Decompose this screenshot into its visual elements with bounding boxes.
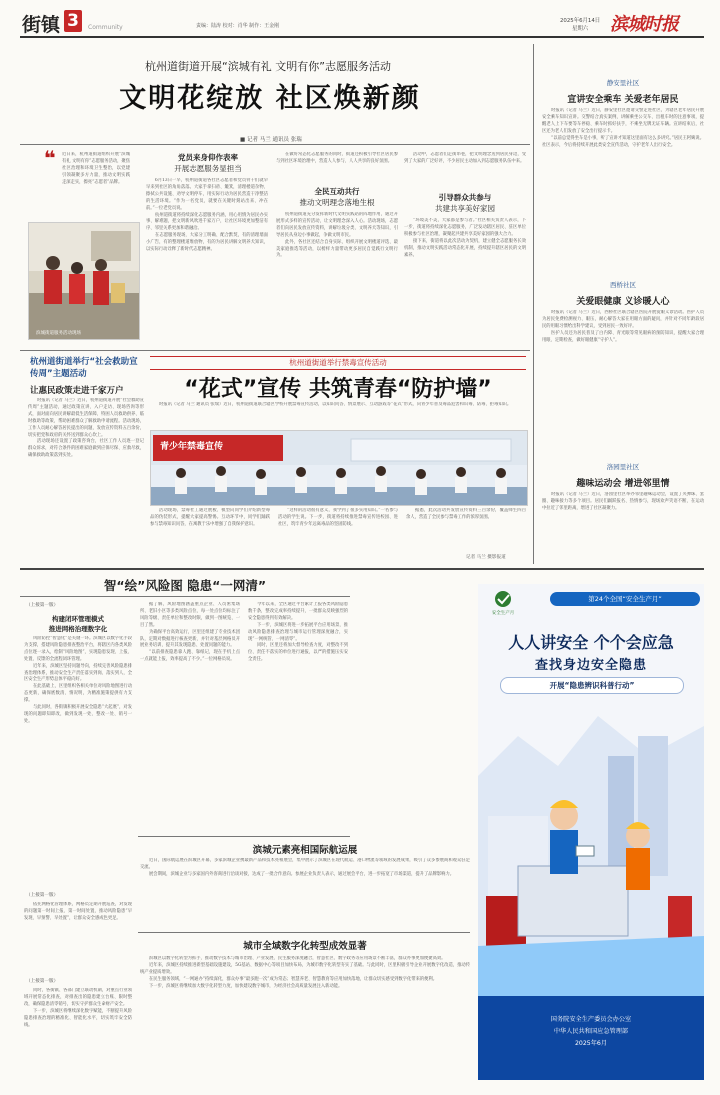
poster-org-1: 国务院安全生产委员会办公室 bbox=[550, 1016, 632, 1023]
newspaper-logo: 滨城时报 bbox=[610, 14, 678, 35]
policy-subhead-2: 推进网格治理数字化 bbox=[48, 625, 108, 633]
lead-intro: 近日来，杭州道街道组织开展“滨城有礼 文明有你”志愿服务活动，聚焦社区治理和环境卫生整治，以党建引领凝聚多方力量，推动文明实践走深走实，擦亮“志愿者”品牌。 bbox=[62, 152, 130, 185]
digital-title: 城市全域数字化转型成效显著 bbox=[243, 941, 367, 952]
policy-title-rule bbox=[20, 596, 350, 597]
feature-photo-banner-text: 青少年禁毒宣传 bbox=[160, 442, 224, 452]
lead-section-3-title: 引导群众共参与 bbox=[438, 193, 492, 202]
safety-poster bbox=[478, 584, 704, 1080]
policy-body-1: 风险防控“智慧化”是关键一环。滨城区以数字化手段为支撑，搭建风险隐患排查整治平台，将辖区内各类风险点位逐一录入，绘制“风险地图”，实现隐患发现、上报、处置、反馈的全流程闭环管理。 近年来，滨城区坚持问题导向，持续完善风险隐患排查治理体系，推动安全生产责任落实到岗、落实到人，全区安全生产形势总体平稳向好。 在此基础上，区里组织各相关单位对风险地图进行动态更新，确保底数清、情况明，为精准施策提供有力支撑。 与此同时，各街镇积极开展安全隐患“大起底”，对发现的问题即知即改，做到发现一处、整改一处、销号一处。 bbox=[24, 636, 132, 724]
feature-headline: “花式”宣传 共筑青春“防护墙” bbox=[184, 377, 492, 402]
digital-rule bbox=[138, 932, 470, 933]
feature-lead-text: 时报讯（记者 马兰 通讯员 张瑞）近日，杭州道街道联合辖区学校开展禁毒宣传活动，以知识问答、情景展示、互动游戏等“花式”形式，向青少年普及毒品危害和识毒、防毒、拒毒知识。 bbox=[159, 402, 512, 407]
right-s2-title: 关爱眼健康 义诊暖人心 bbox=[576, 297, 670, 307]
right-s2-place: 西桥社区 bbox=[610, 281, 636, 289]
feature-body-mid: “这样的活动很有意义，我学到了很多实用知识。”一名参与活动的学生说。下一步，街道将持续推进禁毒宣传进校园、进社区，筑牢青少年远离毒品的坚固防线。 bbox=[278, 508, 398, 527]
policy-continued-3: （上接第一版） bbox=[26, 979, 59, 984]
policy-subhead-1: 构建闭环管理模式 bbox=[52, 615, 104, 623]
right-s1-title: 宣讲安全乘车 关爱老年居民 bbox=[567, 95, 679, 105]
policy-col-2-text: 据了解，风险地图涵盖重点企业、人员密集场所、老旧小区等多类风险点位，每一处点位均标注了风险等级、责任单位和整改时限，做到一图统览、一目了然。 为确保平台高效运行，区里还组建了专业技术团队，定期对数据进行核查更新，并针对基层网格员开展业务培训，提升其发现隐患、处置问题的能力。 “以前排查隐患靠人跑、靠纸记，现在手机上点一点就能上报，效率提高了不少。”一位网格员说。 bbox=[140, 602, 240, 663]
lead-section-3-subtitle: 共建共享美好家园 bbox=[435, 204, 495, 213]
upper-lower-divider bbox=[20, 568, 704, 570]
left-story-title: 杭州道街道举行“社会救助宣传周”主题活动 bbox=[30, 357, 138, 379]
community-label: Community bbox=[88, 24, 123, 31]
lead-col-3-text: 在做好常态化志愿服务的同时，街道还积极引导社区居民参与到社区环境治理中，营造人人参与、人人共享的良好氛围。 bbox=[276, 152, 398, 164]
right-s3-title: 趣味运动会 增进邻里情 bbox=[576, 479, 670, 489]
lead-byline: ■ 记者 马兰 通讯员 张瑞 bbox=[240, 137, 302, 143]
lead-section-2-body: 杭州道街道充分发挥新时代文明实践站的阵地作用，通过开展形式多样的宣传活动，让文明理念深入人心。活动现场，志愿者们向居民发放宣传资料，讲解垃圾分类、文明养犬等知识，引导居民从身边小事做起，争做文明市民。 此外，各社区还结合自身实际，组织开展文明楼道评选、最美家庭推选等活动，以榜样力量带动更多居民自觉践行文明行为。 bbox=[276, 212, 398, 259]
policy-continued-2: （上接第一版） bbox=[26, 893, 59, 898]
poster-title-1: 人人讲安全 个个会应急 bbox=[508, 633, 674, 652]
policy-continued-1: （上接第一版） bbox=[26, 603, 59, 608]
poster-logo-text: 安全生产月 bbox=[491, 611, 515, 616]
editor-credits: 责编：陆涛 校对：肖华 制作：王金刚 bbox=[196, 23, 280, 29]
policy-title: 智“绘”风险图 隐患“一网清” bbox=[103, 578, 267, 593]
lead-section-1-title: 党员来身仰作表率 bbox=[178, 153, 238, 162]
issue-weekday: 星期六 bbox=[572, 26, 589, 32]
poster-ribbon: 开展“隐患辨识科普行动” bbox=[500, 677, 684, 694]
lead-section-2-subtitle: 推动文明理念落地生根 bbox=[299, 198, 375, 207]
lead-top-rule bbox=[20, 144, 530, 145]
lead-headline: 文明花绽放 社区焕新颜 bbox=[119, 83, 421, 114]
lead-section-3-body: “环境美不美，大家都是参与者。”社区相关负责人表示，下一步，街道将持续深化志愿服务，广泛发动辖区居民、驻区单位积极参与社区治理，凝聚起共建共享美好家园的强大合力。 接下来，街道将以此次活动为契机，建立健全志愿服务长效机制，推动文明实践活动常态化开展，持续提升辖区居民的文明素养。 bbox=[404, 218, 526, 258]
right-s3-body: 时报讯（记者 马兰）近日，洛园里社区举办邻里趣味运动会，设置了夹弹珠、套圈、趣味接力等多个项目。居民们踊跃报名、热情参与，现场欢声笑语不断，在运动中拉近了邻里距离，增进了社区凝聚力。 bbox=[542, 492, 704, 511]
poster-illustration bbox=[478, 696, 704, 996]
lead-bottom-rule bbox=[20, 350, 530, 351]
feature-body-right: 据悉，此次活动共发放宣传资料三百余份，覆盖师生四百余人，营造了全民参与禁毒工作的浓厚氛围。 bbox=[406, 508, 526, 520]
lead-section-1-body: 6月13日一早，杭州道街道各社区志愿者和党员骨干们就早早来到社区的角角落落。大家手拿扫帚、簸箕，清理楼道杂物、擦拭公共设施、劝导文明停车，用实际行动为居民营造干净整洁的生活环境。“作为一名党员，就要在关键时刻站出来、冲在前。”一位老党员说。 杭州道街道将持续深化志愿服务内涵，用心用情为居民办实事、解难题，把文明新风吹进千家万户，让社区环境更加整洁有序、邻里关系更加和谐融洽。 在志愿服务现场，大家分工明确、配合默契，有的清理墙面小广告，有的整理楼道堆放物，有的为居民讲解文明养犬知识，以实际行动诠释了新时代志愿精神。 bbox=[146, 178, 268, 253]
masthead-rule bbox=[20, 36, 704, 38]
right-s3-place: 洛园里社区 bbox=[606, 463, 640, 471]
quote-mark-icon: ❝ bbox=[44, 146, 56, 170]
policy-col-3-text: 今年以来，全区通过平台累计上报各类风险隐患数千条，整改完成率持续提升，一批群众反映强烈的安全隐患得到有效解决。 下一步，滨城区将进一步拓展平台应用场景，推动风险隐患排查治理与城市运行管理深度融合，实现“一网统管、一网清零”。 同时，区里还将加大督导检查力度，对整改不到位、责任不落实的单位进行通报，以严的措施压实安全责任。 bbox=[248, 602, 348, 663]
feature-body-left: 活动现场，禁毒社工通过展板、模型向同学们介绍新型毒品的伪装形式，提醒大家提高警惕。互动环节中，同学们踊跃参与禁毒知识问答，在寓教于乐中增强了自我保护意识。 bbox=[150, 508, 270, 527]
poster-logo-badge bbox=[488, 590, 518, 612]
feature-credit: 记者 马兰 摄影报道 bbox=[466, 555, 506, 560]
policy-body-3: 同时，各街镇、各部门建立联动机制，对重点行业领域开展常态化排查，对排查出的隐患建立台账、限时整改，确保隐患清零销号，切实守护群众生命财产安全。 下一步，滨城区将继续深化数字赋能，不断提升风险隐患排查治理的精准化、智能化水平，切实筑牢安全防线。 bbox=[24, 988, 132, 1028]
lead-kicker: 杭州道街道开展“滨城有礼 文明有你”志愿服务活动 bbox=[145, 60, 391, 73]
poster-title-2: 查找身边安全隐患 bbox=[534, 658, 647, 673]
lead-photo-caption: 滨城街道服务活动现场 bbox=[36, 331, 81, 336]
right-s1-place: 静安里社区 bbox=[606, 79, 640, 87]
lead-col-4-text: 活动中，志愿者们走街串巷，把文明理念送到居民身边，受到了大家的广泛好评，不少居民主动加入到志愿服务队伍中来。 bbox=[404, 152, 526, 164]
left-story-body: 时报讯（记者 马兰）近日，杭州道街道开展“社会救助宣传周”主题活动，通过政策宣讲、入户走访、现场咨询等形式，面对面向居民讲解最低生活保障、特困人员救助供养、临时救助等政策，帮助困难群众了解救助申请流程。活动现场，工作人员耐心解答居民提出的问题，发放宣传资料五百余份，切实把党和政府的关怀送到群众心坎上。 活动现场还设置了政策咨询台，社区工作人员逐一登记群众诉求，对符合条件的困难家庭做到应保尽保、应救尽救，确保救助政策落到实处。 bbox=[28, 398, 144, 459]
poster-month-banner: 第24个全国“安全生产月” bbox=[550, 592, 700, 606]
lead-photo bbox=[28, 222, 140, 340]
left-story-subtitle: 让惠民政策走进千家万户 bbox=[30, 386, 124, 396]
right-column-divider bbox=[533, 44, 534, 564]
digital-body: 滨城区以数字化转型为抓手，推动数字技术与城市治理、产业发展、民生服务深度融合，智慧社区、数字政务等应用场景不断丰富，群众办事更加便捷高效。 近年来，滨城区持续推进新型基础设施建设，5G基站、数据中心等项目加快布局，为城市数字化转型夯实了基础。与此同时，区里积极引导企业开展数字化改造，推动传统产业提质增效。 在民生服务领域，“一网通办”持续深化，群众办事“最多跑一次”成为常态；智慧养老、智慧教育等应用加快落地，让群众切实感受到数字化带来的便利。 下一步，滨城区将继续加大数字化转型力度，加快建设数字城市，为经济社会高质量发展注入新动能。 bbox=[140, 956, 470, 989]
feature-banner: 杭州道街道举行禁毒宣传活动 bbox=[150, 356, 526, 370]
exhibit-title: 滨城元素亮相国际航运展 bbox=[252, 845, 358, 856]
right-s2-body: 时报讯（记者 马兰）近日，西桥社区联合辖区医院开展爱眼义诊活动。医护人员为居民免费检测视力、眼压，耐心解答大家在用眼方面的疑问，并针对不同年龄段居民的用眼习惯给出科学建议，受到居民一致好评。 医护人员还为居民普及了白内障、青光眼等常见眼病的预防知识，提醒大家合理用眼、定期检查，做好眼健康“守护人”。 bbox=[542, 310, 704, 343]
issue-date: 2025年6月14日 bbox=[560, 18, 601, 24]
page-number-badge: 3 bbox=[64, 10, 82, 32]
poster-org-2: 中华人民共和国应急管理部 bbox=[553, 1028, 629, 1035]
section-name: 街镇 bbox=[22, 14, 61, 36]
exhibit-body: 近日，国际航运展在滨城区开幕，多家滨城企业携最新产品和技术亮相展会，集中展示了滨城区在现代航运、港口物流等领域的发展成果，吸引了众多参展商和观众驻足交流。 展会期间，滨城企业与多家国内外客商进行洽谈对接，达成了一批合作意向。参展企业负责人表示，通过展会平台，进一步拓宽了市场渠道，提升了品牌影响力。 bbox=[140, 858, 470, 877]
lead-section-1-subtitle: 开展志愿服务显担当 bbox=[174, 164, 242, 173]
poster-year: 2025年6月 bbox=[574, 1040, 608, 1047]
exhibit-rule bbox=[138, 836, 350, 837]
policy-body-2: 依托网格化管理体系，网格员定期开展巡查，对发现的问题第一时间上报、第一时间处置，推动风险隐患“早发现、早预警、早处置”，让群众安全感成色更足。 bbox=[24, 902, 132, 921]
right-s1-body: 时报讯（记者 马兰）近日，静安里社区邀请交警走进社区，为辖区老年居民开展安全乘车知识宣讲。交警结合真实案例，讲解乘坐公交车、出租车时的注意事项，提醒老人上下车要等车停稳、乘车时抓好扶手，不乘坐无牌无证车辆。宣讲结束后，社区还为老人们发放了安全出行提示卡。 “以前总觉得坐车是小事，听了宣讲才知道这里面有这么多讲究。”居民王阿姨说。社区表示，今后将持续开展此类安全宣传活动，守护老年人出行安全。 bbox=[542, 108, 704, 148]
lead-section-2-title: 全民互动共行 bbox=[314, 187, 360, 196]
